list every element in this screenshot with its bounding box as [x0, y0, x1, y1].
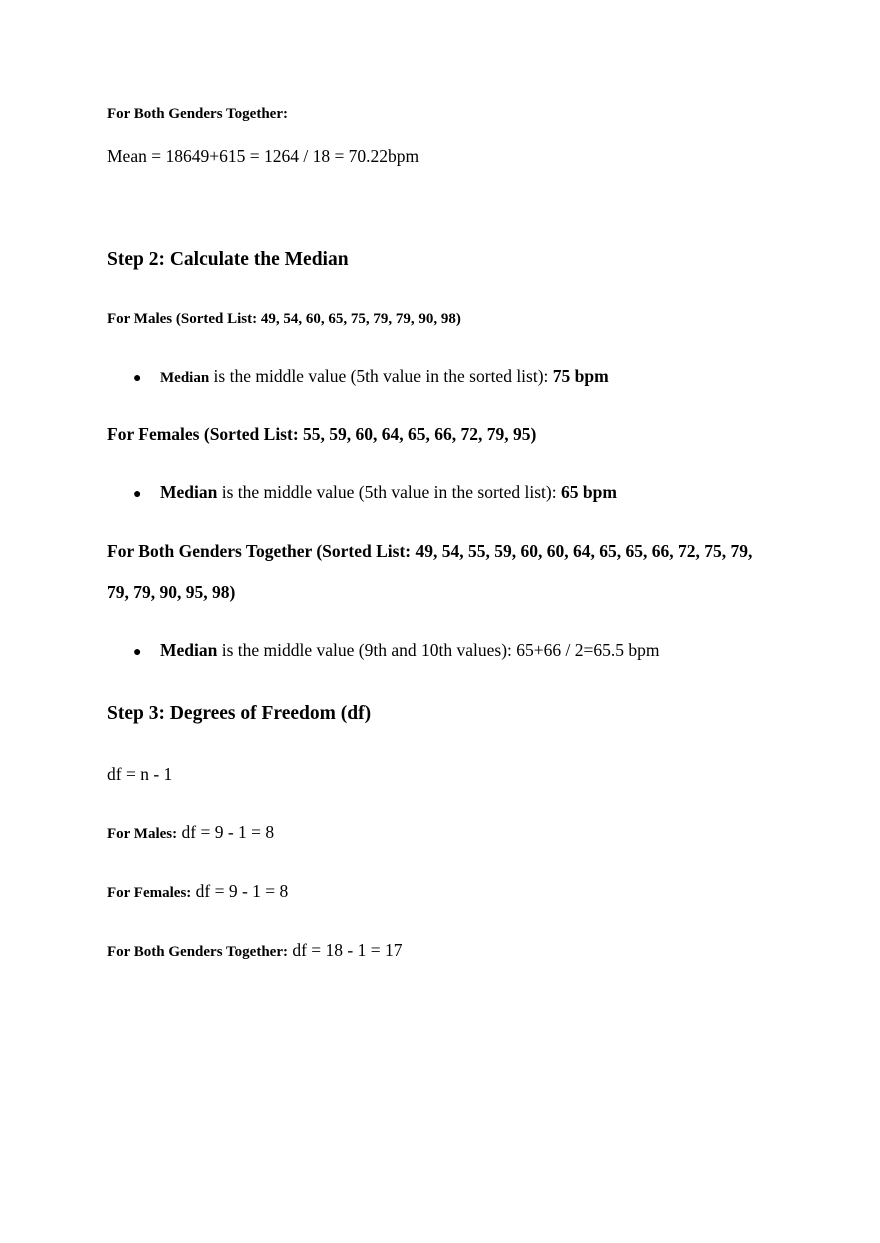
df-formula: df = n - 1: [107, 764, 173, 784]
df-females-value: df = 9 - 1 = 8: [191, 881, 289, 901]
bullet-icon: ●: [133, 371, 142, 386]
both-genders-mean-label: For Both Genders Together:: [107, 106, 288, 122]
df-females: [107, 881, 288, 902]
df-both: [107, 940, 403, 961]
df-males-label: For Males:: [107, 826, 178, 842]
median-term: Median: [160, 482, 218, 502]
median-value: 75 bpm: [552, 366, 609, 386]
females-median-bullet: [133, 482, 617, 503]
both-sorted-heading-line1: For Both Genders Together (Sorted List: 49, 54, 55, 59, 60, 60, 64, 65, 65, 66, 72, 75, 79,: [107, 541, 753, 561]
step3-heading: Step 3: Degrees of Freedom (df): [107, 703, 372, 724]
bullet-icon: ●: [133, 487, 142, 502]
median-term: Median: [160, 640, 218, 660]
df-both-label: For Both Genders Together:: [107, 944, 288, 960]
median-description: is the middle value (9th and 10th values): 65+66 / 2=65.5 bpm: [217, 640, 660, 660]
both-median-bullet: [133, 640, 659, 661]
males-sorted-heading: For Males (Sorted List: 49, 54, 60, 65, 75, 79, 79, 90, 98): [107, 311, 461, 327]
median-description: is the middle value (5th value in the sorted list):: [217, 482, 561, 502]
df-both-value: df = 18 - 1 = 17: [287, 940, 403, 960]
males-median-bullet: [133, 366, 609, 387]
df-males: [107, 822, 274, 843]
both-sorted-heading-line2: 79, 79, 90, 95, 98): [107, 582, 236, 602]
both-genders-mean-formula: Mean = 18649+615 = 1264 / 18 = 70.22bpm: [107, 146, 420, 166]
median-description: is the middle value (5th value in the sorted list):: [209, 366, 553, 386]
bullet-icon: ●: [133, 645, 142, 660]
df-females-label: For Females:: [107, 885, 192, 901]
females-sorted-heading: For Females (Sorted List: 55, 59, 60, 64, 65, 66, 72, 79, 95): [107, 424, 537, 444]
df-males-value: df = 9 - 1 = 8: [177, 822, 275, 842]
step2-heading: Step 2: Calculate the Median: [107, 249, 349, 270]
median-term: Median: [160, 370, 210, 386]
median-value: 65 bpm: [560, 482, 617, 502]
